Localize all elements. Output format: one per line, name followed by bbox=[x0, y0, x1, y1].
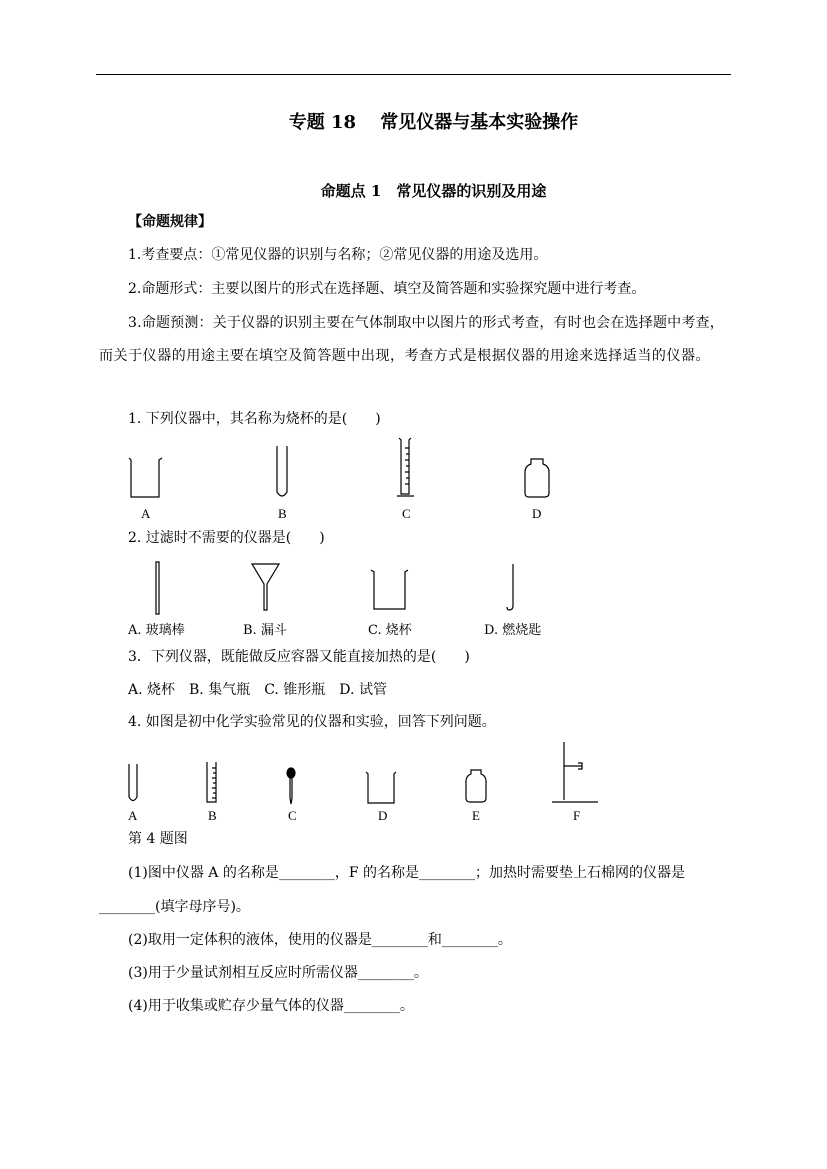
glass-rod-icon bbox=[152, 560, 164, 616]
q4-label-d: D bbox=[378, 808, 388, 823]
test-tube-icon bbox=[126, 762, 140, 804]
graduated-cylinder-icon bbox=[204, 760, 220, 806]
q4-label-f: F bbox=[573, 808, 581, 823]
q2-label-c: C. 烧杯 bbox=[368, 623, 412, 638]
gas-collecting-bottle-icon bbox=[463, 768, 489, 804]
beaker-icon bbox=[364, 770, 398, 806]
rules-point-3-line-1: 3.命题预测：关于仪器的识别主要在气体制取中以图片的形式考查，有时也会在选择题中考查， bbox=[128, 315, 724, 331]
q1-stem: 1. 下列仪器中，其名称为烧杯的是( ) bbox=[128, 411, 381, 427]
q1-label-c: C bbox=[402, 506, 411, 521]
iron-stand-icon bbox=[550, 740, 602, 806]
q4-label-c: C bbox=[288, 808, 297, 823]
rules-point-1: 1.考查要点：①常见仪器的识别与名称；②常见仪器的用途及选用。 bbox=[128, 247, 548, 263]
q1-label-b: B bbox=[278, 506, 287, 521]
beaker-icon bbox=[126, 455, 166, 501]
q4-sub-1-line-2: ________(填字母序号)。 bbox=[99, 899, 250, 915]
dropper-icon bbox=[284, 766, 298, 806]
q2-label-a: A. 玻璃棒 bbox=[128, 623, 185, 638]
q4-sub-1-line-1: (1)图中仪器 A 的名称是________，F 的名称是________；加热时需要垫上石棉网的仪器是 bbox=[128, 865, 686, 881]
graduated-cylinder-icon bbox=[394, 436, 418, 502]
q4-figure-caption: 第 4 题图 bbox=[128, 831, 188, 847]
q4-label-b: B bbox=[208, 808, 217, 823]
q4-stem: 4. 如图是初中化学实验常见的仪器和实验，回答下列问题。 bbox=[128, 714, 496, 730]
gas-collecting-bottle-icon bbox=[522, 457, 552, 499]
rules-point-2: 2.命题形式：主要以图片的形式在选择题、填空及简答题和实验探究题中进行考查。 bbox=[128, 281, 646, 297]
q2-label-d: D. 燃烧匙 bbox=[484, 623, 542, 638]
q2-stem: 2. 过滤时不需要的仪器是( ) bbox=[128, 530, 325, 546]
q4-sub-3: (3)用于少量试剂相互反应时所需仪器________。 bbox=[128, 965, 428, 981]
funnel-icon bbox=[250, 562, 282, 612]
q4-label-a: A bbox=[128, 808, 138, 823]
q1-label-a: A bbox=[141, 506, 151, 521]
combustion-spoon-icon bbox=[504, 562, 520, 612]
q3-options: A. 烧杯 B. 集气瓶 C. 锥形瓶 D. 试管 bbox=[128, 682, 387, 698]
rules-heading: 【命题规律】 bbox=[128, 214, 212, 230]
q2-label-b: B. 漏斗 bbox=[243, 623, 287, 638]
section-subtitle: 命题点 1 常见仪器的识别及用途 bbox=[320, 182, 547, 200]
q1-label-d: D bbox=[532, 506, 542, 521]
beaker-icon bbox=[369, 568, 411, 612]
q4-sub-4: (4)用于收集或贮存少量气体的仪器________。 bbox=[128, 998, 414, 1014]
page-title: 专题 18 常见仪器与基本实验操作 bbox=[288, 112, 579, 133]
q4-sub-2: (2)取用一定体积的液体，使用的仪器是________和________。 bbox=[128, 932, 512, 948]
q4-label-e: E bbox=[472, 808, 480, 823]
q3-stem: 3．下列仪器，既能做反应容器又能直接加热的是( ) bbox=[128, 649, 470, 665]
rules-point-3-line-2: 而关于仪器的用途主要在填空及简答题中出现，考查方式是根据仪器的用途来选择适当的仪器。 bbox=[99, 348, 711, 364]
test-tube-icon bbox=[274, 444, 290, 500]
top-rule bbox=[96, 74, 731, 75]
